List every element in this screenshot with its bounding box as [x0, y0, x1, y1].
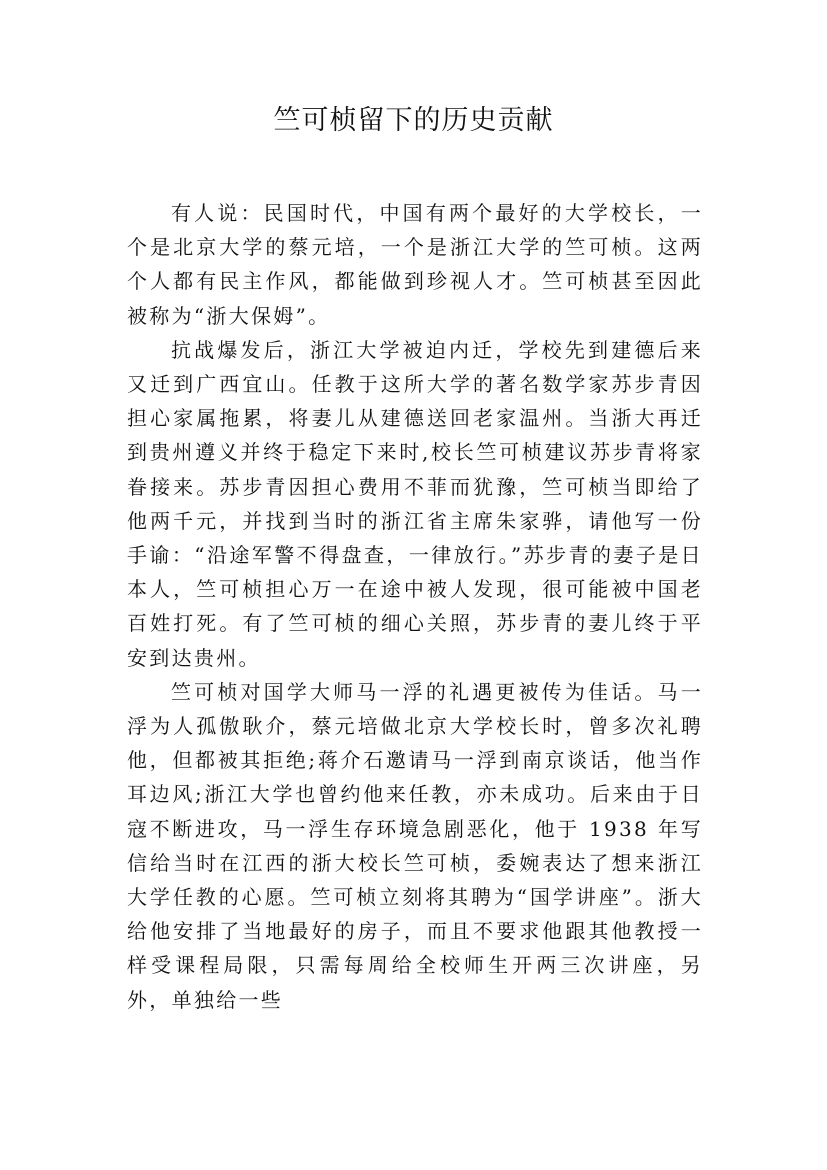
- document-title: 竺可桢留下的历史贡献: [273, 105, 554, 136]
- paragraph-3: 竺可桢对国学大师马一浮的礼遇更被传为佳话。马一浮为人孤傲耿介，蔡元培做北京大学校长时，曾多次礼聘他，但都被其拒绝;蒋介石邀请马一浮到南京谈话，他当作耳边风;浙江大学也曾约他来任教，亦未成功。后来由于日寇不断进攻，马一浮生存环境急剧恶化，他于 1938 年写信给当时在江西的浙大校长竺可桢，委婉表达了想来浙江大学任教的心愿。竺可桢立刻将其聘为“国学讲座”。浙大给他安排了当地最好的房子，而且不要求他跟其他教授一样受课程局限，只需每周给全校师生开两三次讲座，另外，单独给一些: [127, 679, 703, 1012]
- paragraph-1: 有人说：民国时代，中国有两个最好的大学校长，一个是北京大学的蔡元培，一个是浙江大学的竺可桢。这两个人都有民主作风，都能做到珍视人才。竺可桢甚至因此被称为“浙大保姆”。: [127, 201, 703, 328]
- document-body: [127, 196, 703, 1017]
- paragraph-2: 抗战爆发后，浙江大学被迫内迁，学校先到建德后来又迁到广西宜山。任教于这所大学的著名数学家苏步青因担心家属拖累，将妻儿从建德送回老家温州。当浙大再迁到贵州遵义并终于稳定下来时,校长竺可桢建议苏步青将家眷接来。苏步青因担心费用不菲而犹豫，竺可桢当即给了他两千元，并找到当时的浙江省主席朱家骅，请他写一份手谕：“沿途军警不得盘查，一律放行。”苏步青的妻子是日本人，竺可桢担心万一在途中被人发现，很可能被中国老百姓打死。有了竺可桢的细心关照，苏步青的妻儿终于平安到达贵州。: [127, 337, 703, 670]
